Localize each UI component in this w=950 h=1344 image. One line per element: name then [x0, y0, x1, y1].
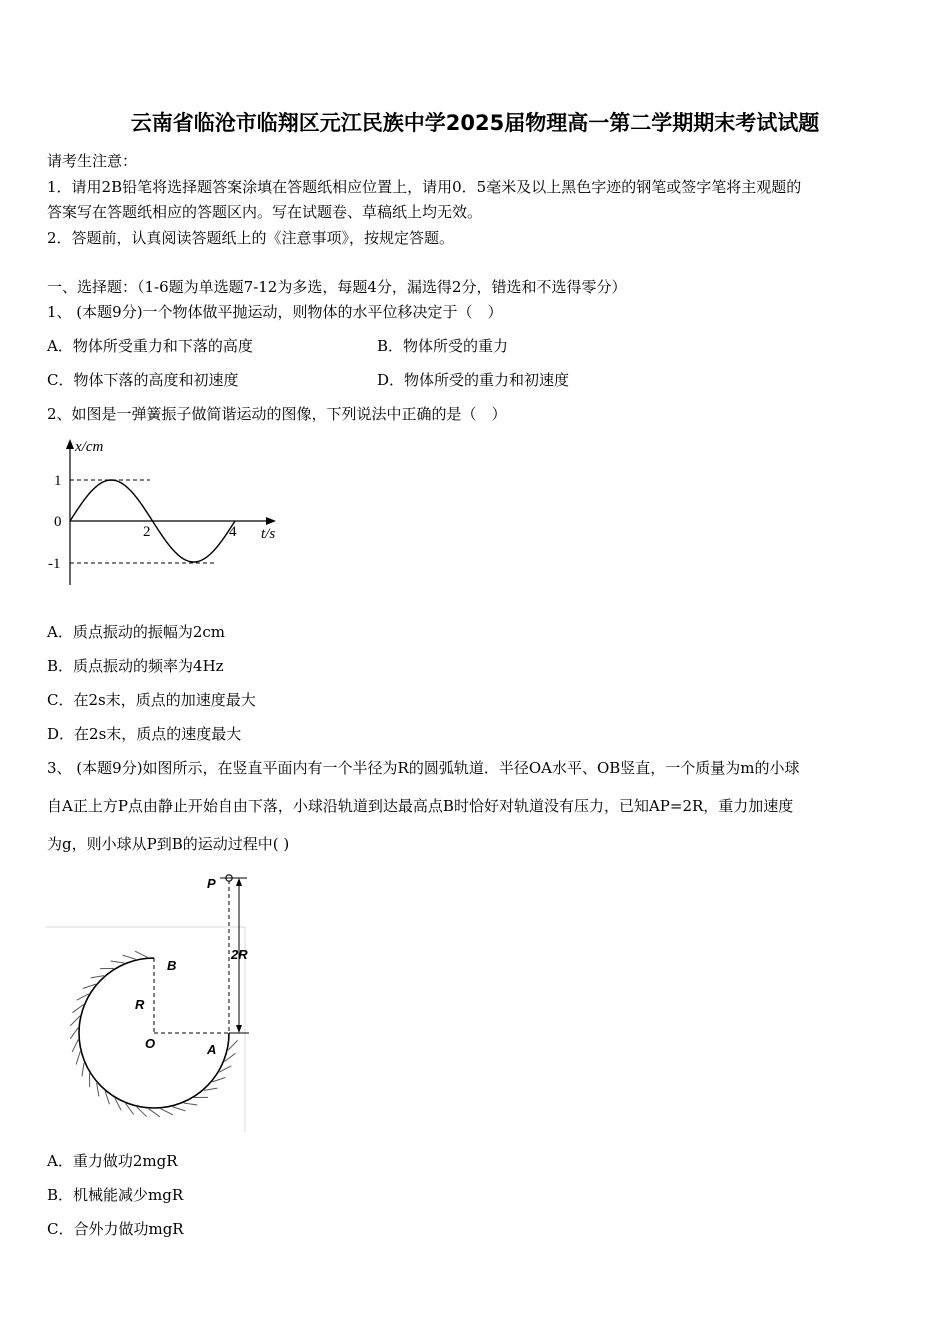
y-axis-label: x/cm: [75, 439, 104, 455]
label-b: B: [167, 958, 177, 973]
hatch-mark: [91, 976, 105, 978]
q3-stem-line-1: 3、 (本题9分)如图所示，在竖直平面内有一个半径为R的圆弧轨道．半径OA水平、OB竖直，一个质量为m的小球: [47, 759, 800, 777]
hatch-mark: [82, 1063, 84, 1077]
label-o: O: [145, 1036, 156, 1051]
q2-option-d[interactable]: D．在2s末，质点的速度最大: [47, 725, 242, 743]
hatch-mark: [70, 1028, 78, 1039]
hatch-mark: [204, 1088, 218, 1090]
dimension-arrow-down-icon: [236, 1025, 242, 1033]
q2-option-a[interactable]: A．质点振动的振幅为2cm: [47, 623, 226, 641]
notice-heading: 请考生注意：: [47, 152, 138, 170]
hatch-mark: [161, 1109, 173, 1115]
notice-line-1: 1．请用2B铅笔将选择题答案涂填在答题纸相应位置上，请用0．5毫米及以上黑色字迹的钢笔或签字笔将主观题的: [47, 178, 802, 196]
q2-oscillation-graph: [45, 435, 285, 595]
q3-option-a[interactable]: A．重力做功2mgR: [47, 1152, 178, 1170]
hatch-mark: [149, 1109, 160, 1117]
hatch-mark: [137, 1107, 147, 1117]
hatch-mark: [123, 955, 136, 959]
q3-stem-line-3: 为g，则小球从P到B的运动过程中( ): [47, 835, 290, 853]
q3-option-b[interactable]: B．机械能减少mgR: [47, 1186, 184, 1204]
x-axis-arrow-icon: [266, 517, 276, 525]
hatch-mark: [72, 1040, 78, 1052]
page-title: 云南省临沧市临翔区元江民族中学2025届物理高一第二学期期末考试试题: [130, 111, 820, 135]
q2-option-b[interactable]: B．质点振动的频率为4Hz: [47, 657, 224, 675]
y-tick-bottom: -1: [48, 556, 61, 572]
q1-option-c[interactable]: C．物体下落的高度和初速度: [47, 371, 239, 389]
hatch-mark: [135, 951, 147, 957]
dimension-arrow-up-icon: [236, 878, 242, 886]
notice-line-1-cont: 答案写在答题纸相应的答题区内。写在试题卷、草稿纸上均无效。: [47, 203, 483, 221]
q3-stem-line-2: 自A正上方P点由静止开始自由下落，小球沿轨道到达最高点B时恰好对轨道没有压力，已知AP=2R，重力加速度: [47, 797, 794, 815]
q1-option-d[interactable]: D．物体所受的重力和初速度: [377, 371, 570, 389]
q1-option-b[interactable]: B．物体所受的重力: [377, 337, 509, 355]
q1-option-a[interactable]: A．物体所受重力和下落的高度: [47, 337, 253, 355]
q1-stem: 1、 (本题9分)一个物体做平抛运动，则物体的水平位移决定于（ ）: [47, 303, 503, 321]
origin-label: 0: [54, 514, 62, 530]
hatch-mark: [97, 1083, 99, 1097]
q2-option-c[interactable]: C．在2s末，质点的加速度最大: [47, 691, 256, 709]
label-2r: 2R: [231, 947, 248, 962]
hatch-mark: [70, 1016, 80, 1026]
hatch-mark: [76, 1051, 80, 1064]
section-heading: 一、选择题：（1-6题为单选题7-12为多选，每题4分，漏选得2分，错选和不选得零分）: [47, 278, 627, 296]
hatch-mark: [184, 1103, 198, 1105]
x-tick-4: 4: [229, 524, 237, 540]
y-axis-arrow-icon: [66, 439, 74, 449]
hatch-mark: [172, 1107, 185, 1111]
x-axis-label: t/s: [261, 526, 276, 542]
label-r: R: [135, 997, 145, 1012]
label-p: P: [207, 876, 216, 891]
hatch-mark: [111, 961, 125, 963]
hatch-mark: [228, 1040, 238, 1050]
q3-option-c[interactable]: C．合外力做功mgR: [47, 1220, 184, 1238]
notice-line-2: 2．答题前，认真阅读答题纸上的《注意事项》，按规定答题。: [47, 229, 455, 247]
x-tick-2: 2: [143, 524, 151, 540]
y-tick-top: 1: [54, 473, 62, 489]
q3-track-figure: [45, 870, 265, 1135]
q2-stem: 2、如图是一弹簧振子做简谐运动的图像，下列说法中正确的是（ ）: [47, 405, 507, 423]
label-a: A: [207, 1042, 217, 1057]
